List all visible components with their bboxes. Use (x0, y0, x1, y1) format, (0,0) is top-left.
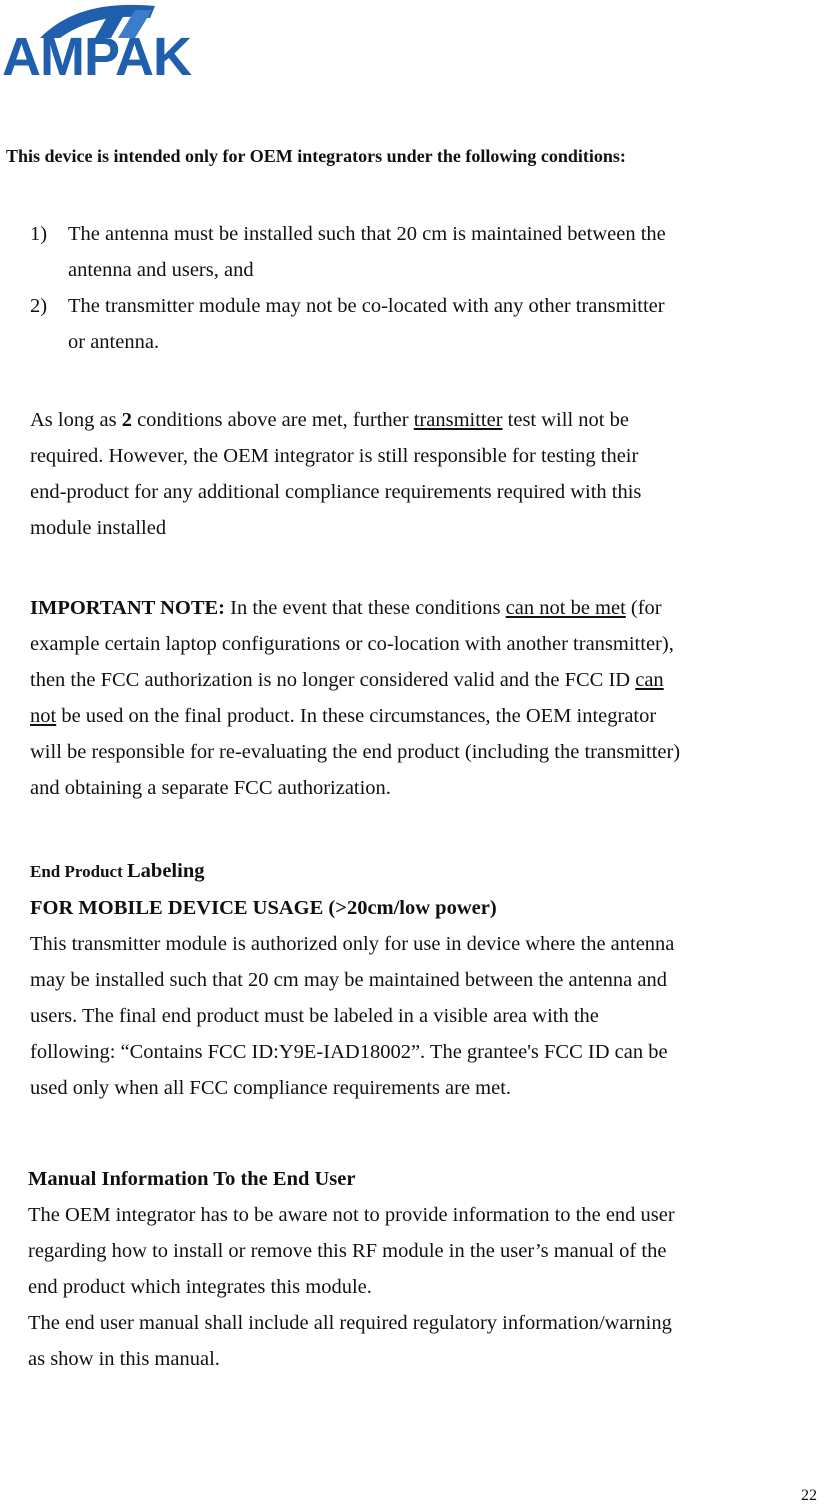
paragraph-line: used only when all FCC compliance requirements are met. (30, 1077, 512, 1099)
paragraph-line: module installed (30, 517, 167, 539)
section-subtitle: FOR MOBILE DEVICE USAGE (>20cm/low power) (30, 897, 497, 919)
ampak-logo (0, 0, 191, 87)
logo-text: AMPAK (2, 27, 191, 87)
list-text-line: The antenna must be installed such that 20 cm is maintained between the (68, 223, 666, 245)
labeling-section (30, 853, 825, 1106)
paragraph-line (30, 698, 825, 734)
page-number: 22 (801, 1487, 817, 1504)
paragraph-line: required. However, the OEM integrator is still responsible for testing their (30, 445, 639, 467)
list-item (30, 288, 820, 360)
paragraph-line: example certain laptop configurations or co-location with another transmitter), (30, 633, 674, 655)
text-span: test will not be (502, 409, 629, 431)
text-span: As long as (30, 409, 122, 431)
conditions-list (30, 216, 820, 360)
important-note (30, 590, 825, 806)
list-number: 1) (30, 223, 48, 245)
list-text-line: or antenna. (68, 331, 160, 353)
bold-number: 2 (121, 409, 132, 431)
paragraph-line: will be responsible for re-evaluating the end product (including the transmitter) (30, 741, 681, 763)
text-span: be used on the final product. In these circumstances, the OEM integrator (56, 705, 657, 727)
list-number: 2) (30, 295, 48, 317)
section-title (30, 853, 825, 890)
paragraph-line (30, 402, 825, 438)
underlined-term: transmitter (413, 409, 503, 431)
underlined-term: not (30, 705, 57, 727)
title-part: End Product (30, 862, 127, 881)
underlined-term: can (635, 669, 664, 691)
paragraph-line: users. The final end product must be labeled in a visible area with the (30, 1005, 599, 1027)
text-span: (for (625, 597, 662, 619)
list-item (30, 216, 820, 288)
list-text-line: The transmitter module may not be co-located with any other transmitter (68, 295, 665, 317)
manual-section (28, 1161, 823, 1377)
paragraph-line: This transmitter module is authorized only for use in device where the antenna (30, 933, 675, 955)
paragraph-line: may be installed such that 20 cm may be maintained between the antenna and (30, 969, 667, 991)
paragraph-line: end-product for any additional compliance requirements required with this (30, 481, 642, 503)
compliance-paragraph (30, 402, 825, 546)
paragraph-line (30, 662, 825, 698)
text-span: conditions above are met, further (131, 409, 414, 431)
paragraph-line: as show in this manual. (28, 1348, 220, 1370)
important-label: IMPORTANT NOTE: (30, 597, 225, 619)
title-part: Labeling (127, 860, 205, 882)
paragraph-line: and obtaining a separate FCC authorization. (30, 777, 391, 799)
paragraph-line: The end user manual shall include all required regulatory information/warning (28, 1312, 672, 1334)
paragraph-line: following: “Contains FCC ID:Y9E-IAD18002”. The grantee's FCC ID can be (30, 1041, 668, 1063)
underlined-term: can not be met (505, 597, 626, 619)
paragraph-line (30, 590, 825, 626)
paragraph-line: end product which integrates this module. (28, 1276, 372, 1298)
paragraph-line: regarding how to install or remove this RF module in the user’s manual of the (28, 1240, 667, 1262)
text-span: then the FCC authorization is no longer considered valid and the FCC ID (30, 669, 636, 691)
paragraph-line: The OEM integrator has to be aware not to provide information to the end user (28, 1204, 675, 1226)
text-span: In the event that these conditions (225, 597, 506, 619)
section-title: Manual Information To the End User (28, 1168, 356, 1190)
intro-statement: This device is intended only for OEM integrators under the following conditions: (6, 146, 626, 166)
list-text-line: antenna and users, and (68, 259, 254, 281)
